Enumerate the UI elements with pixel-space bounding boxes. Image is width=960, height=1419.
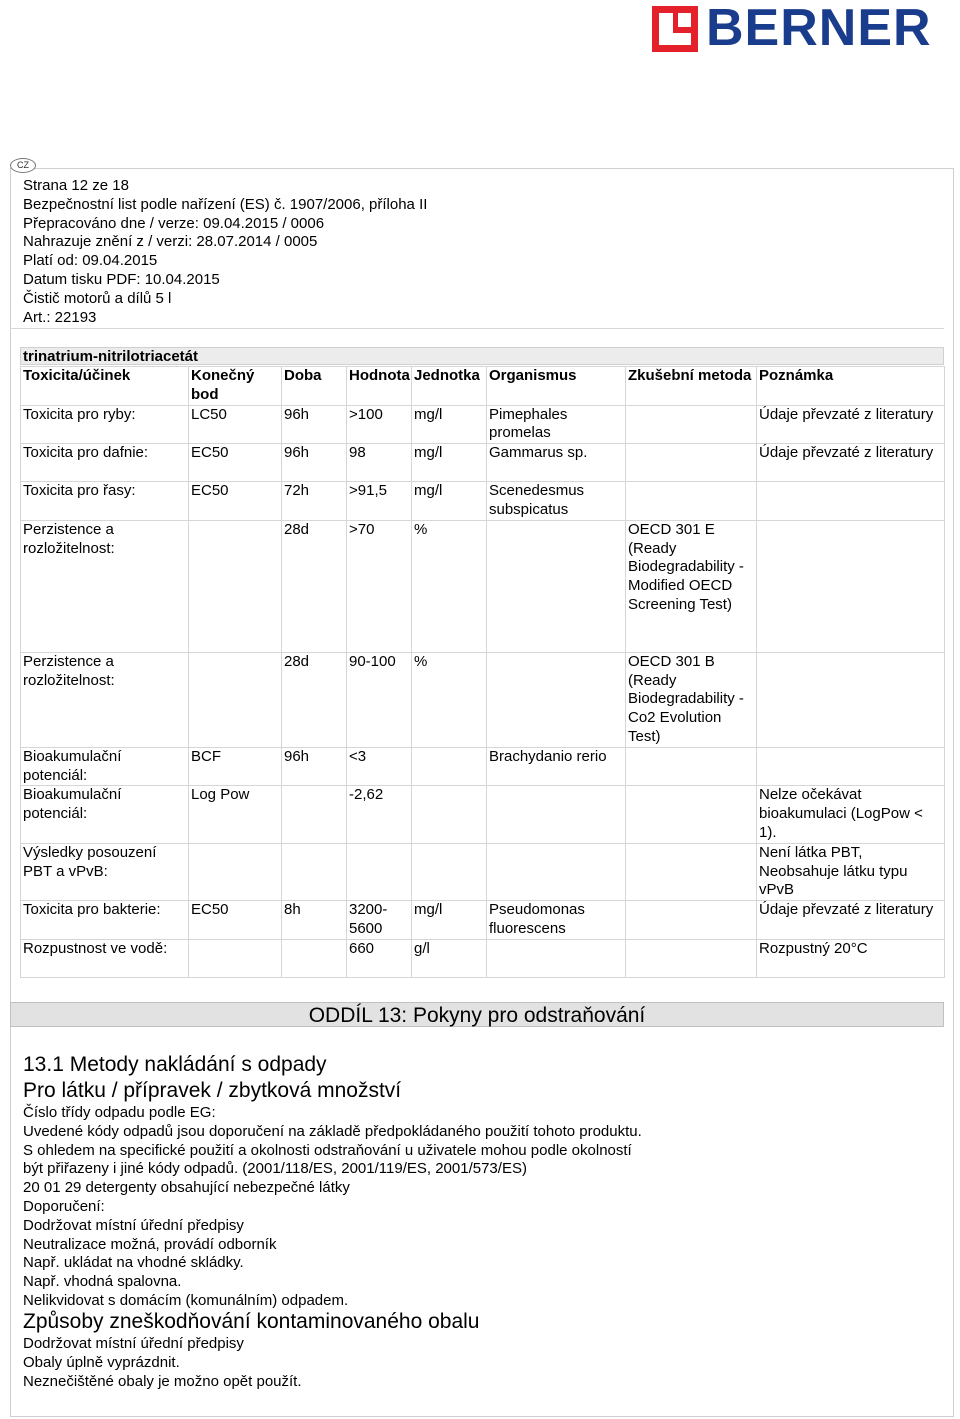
text-line: 20 01 29 detergenty obsahující nebezpečné látky: [23, 1179, 350, 1197]
cell-effect: Toxicita pro bakterie:: [21, 901, 189, 940]
cell-method: [626, 747, 757, 786]
cell-endpoint: EC50: [189, 482, 282, 521]
cell-note: Rozpustný 20°C: [757, 939, 945, 977]
cell-value: 98: [347, 444, 412, 482]
cell-value: >70: [347, 520, 412, 652]
cell-value: >91,5: [347, 482, 412, 521]
col-header-time: Doba: [282, 367, 347, 406]
cell-organism: Gammarus sp.: [487, 444, 626, 482]
cell-value: <3: [347, 747, 412, 786]
packaging-disposal-heading: Způsoby zneškodňování kontaminovaného obalu: [23, 1310, 480, 1333]
cell-organism: [487, 520, 626, 652]
cell-time: 28d: [282, 520, 347, 652]
text-line: Např. vhodná spalovna.: [23, 1273, 182, 1291]
text-line: Neutralizace možná, provádí odborník: [23, 1235, 277, 1253]
cell-method: [626, 939, 757, 977]
text-line: být přiřazeny i jiné kódy odpadů. (2001/118/ES, 2001/119/ES, 2001/573/ES): [23, 1160, 527, 1178]
cell-note: Nelze očekávat bioakumulaci (LogPow < 1).: [757, 786, 945, 843]
table-row: [21, 747, 945, 786]
substance-title: trinatrium-nitrilotriacetát: [20, 347, 944, 365]
cell-time: 96h: [282, 747, 347, 786]
cell-organism: Scenedesmus subspicatus: [487, 482, 626, 521]
cell-method: [626, 482, 757, 521]
cell-organism: [487, 843, 626, 900]
cell-note: [757, 520, 945, 652]
cell-note: [757, 482, 945, 521]
cell-endpoint: Log Pow: [189, 786, 282, 843]
cell-note: Údaje převzaté z literatury: [757, 444, 945, 482]
table-row: [21, 939, 945, 977]
cell-endpoint: [189, 843, 282, 900]
article-number: Art.: 22193: [23, 308, 97, 326]
cell-endpoint: EC50: [189, 444, 282, 482]
cell-unit: [412, 843, 487, 900]
text-line: Dodržovat místní úřední předpisy: [23, 1216, 244, 1234]
table-row: [21, 901, 945, 940]
cell-unit: mg/l: [412, 482, 487, 521]
cell-effect: Toxicita pro řasy:: [21, 482, 189, 521]
col-header-value: Hodnota: [347, 367, 412, 406]
text-line: S ohledem na specifické použití a okolnosti odstraňování u uživatele mohou podle okolností: [23, 1141, 632, 1159]
cell-effect: Toxicita pro ryby:: [21, 405, 189, 444]
cell-endpoint: LC50: [189, 405, 282, 444]
regulation-line: Bezpečnostní list podle nařízení (ES) č. 1907/2006, příloha II: [23, 195, 428, 213]
cell-value: 90-100: [347, 652, 412, 747]
cell-method: [626, 843, 757, 900]
cell-note: Není látka PBT, Neobsahuje látku typu vPvB: [757, 843, 945, 900]
text-line: Neznečištěné obaly je možno opět použít.: [23, 1372, 302, 1390]
waste-text-block: [23, 1104, 642, 1311]
cell-note: Údaje převzaté z literatury: [757, 901, 945, 940]
cell-method: [626, 786, 757, 843]
cell-method: [626, 405, 757, 444]
cell-time: 72h: [282, 482, 347, 521]
text-line: Nelikvidovat s domácím (komunálním) odpadem.: [23, 1291, 349, 1309]
cell-value: >100: [347, 405, 412, 444]
valid-from-line: Platí od: 09.04.2015: [23, 252, 158, 270]
cell-organism: [487, 786, 626, 843]
cell-effect: Perzistence a rozložitelnost:: [21, 652, 189, 747]
cell-note: [757, 652, 945, 747]
cell-value: 660: [347, 939, 412, 977]
cell-unit: %: [412, 520, 487, 652]
cell-endpoint: [189, 652, 282, 747]
cell-method: OECD 301 B (Ready Biodegradability - Co2 Evolution Test): [626, 652, 757, 747]
cell-endpoint: BCF: [189, 747, 282, 786]
cell-method: [626, 444, 757, 482]
table-row: [21, 444, 945, 482]
berner-logo-text: BERNER: [706, 0, 932, 57]
header-divider: [10, 328, 944, 329]
page-number: Strana 12 ze 18: [23, 177, 129, 194]
table-row: [21, 652, 945, 747]
cell-organism: Brachydanio rerio: [487, 747, 626, 786]
substance-residue-heading: Pro látku / přípravek / zbytková množství: [23, 1079, 402, 1102]
cell-effect: Toxicita pro dafnie:: [21, 444, 189, 482]
replaces-line: Nahrazuje znění z / verzi: 28.07.2014 / 0005: [23, 233, 318, 251]
berner-logo: [652, 0, 954, 57]
cell-endpoint: [189, 939, 282, 977]
cell-effect: Bioakumulační potenciál:: [21, 747, 189, 786]
cell-endpoint: EC50: [189, 901, 282, 940]
table-row: [21, 843, 945, 900]
document-header: [23, 177, 427, 327]
text-line: Dodržovat místní úřední předpisy: [23, 1335, 244, 1352]
table-row: [21, 520, 945, 652]
cell-organism: [487, 652, 626, 747]
cell-time: [282, 786, 347, 843]
table-row: [21, 482, 945, 521]
cell-unit: %: [412, 652, 487, 747]
cell-effect: Bioakumulační potenciál:: [21, 786, 189, 843]
cell-note: [757, 747, 945, 786]
cell-unit: g/l: [412, 939, 487, 977]
cell-time: [282, 939, 347, 977]
language-badge: CZ: [10, 158, 36, 173]
cell-unit: [412, 786, 487, 843]
col-header-endpoint: Konečný bod: [189, 367, 282, 406]
text-line: Uvedené kódy odpadů jsou doporučení na základě předpokládaného použití tohoto produktu.: [23, 1122, 642, 1140]
cell-value: 3200-5600: [347, 901, 412, 940]
text-line: Doporučení:: [23, 1197, 105, 1215]
cell-endpoint: [189, 520, 282, 652]
table-row: [21, 405, 945, 444]
packaging-text-block: [23, 1335, 302, 1391]
cell-value: [347, 843, 412, 900]
revision-line: Přepracováno dne / verze: 09.04.2015 / 0006: [23, 214, 325, 232]
cell-time: [282, 843, 347, 900]
table-row: [21, 786, 945, 843]
product-name: Čistič motorů a dílů 5 l: [23, 289, 172, 307]
table-header-row: [21, 367, 945, 406]
cell-time: 96h: [282, 405, 347, 444]
text-line: Číslo třídy odpadu podle EG:: [23, 1104, 216, 1121]
col-header-effect: Toxicita/účinek: [21, 367, 189, 406]
text-line: Obaly úplně vyprázdnit.: [23, 1353, 180, 1371]
cell-unit: mg/l: [412, 444, 487, 482]
col-header-organism: Organismus: [487, 367, 626, 406]
col-header-note: Poznámka: [757, 367, 945, 406]
section-13-title: ODDÍL 13: Pokyny pro odstraňování: [10, 1002, 944, 1027]
berner-logo-mark-icon: [652, 6, 698, 52]
cell-unit: [412, 747, 487, 786]
cell-method: OECD 301 E (Ready Biodegradability - Modified OECD Screening Test): [626, 520, 757, 652]
col-header-unit: Jednotka: [412, 367, 487, 406]
cell-organism: Pimephales promelas: [487, 405, 626, 444]
cell-time: 28d: [282, 652, 347, 747]
col-header-method: Zkušební metoda: [626, 367, 757, 406]
text-line: Např. ukládat na vhodné skládky.: [23, 1254, 244, 1272]
cell-unit: mg/l: [412, 405, 487, 444]
cell-effect: Rozpustnost ve vodě:: [21, 939, 189, 977]
cell-note: Údaje převzaté z literatury: [757, 405, 945, 444]
toxicity-table: [20, 366, 945, 978]
cell-time: 96h: [282, 444, 347, 482]
cell-method: [626, 901, 757, 940]
cell-organism: Pseudomonas fluorescens: [487, 901, 626, 940]
cell-organism: [487, 939, 626, 977]
cell-time: 8h: [282, 901, 347, 940]
cell-effect: Výsledky posouzení PBT a vPvB:: [21, 843, 189, 900]
print-date-line: Datum tisku PDF: 10.04.2015: [23, 270, 220, 288]
cell-unit: mg/l: [412, 901, 487, 940]
cell-value: -2,62: [347, 786, 412, 843]
waste-methods-heading: 13.1 Metody nakládání s odpady: [23, 1053, 327, 1076]
cell-effect: Perzistence a rozložitelnost:: [21, 520, 189, 652]
